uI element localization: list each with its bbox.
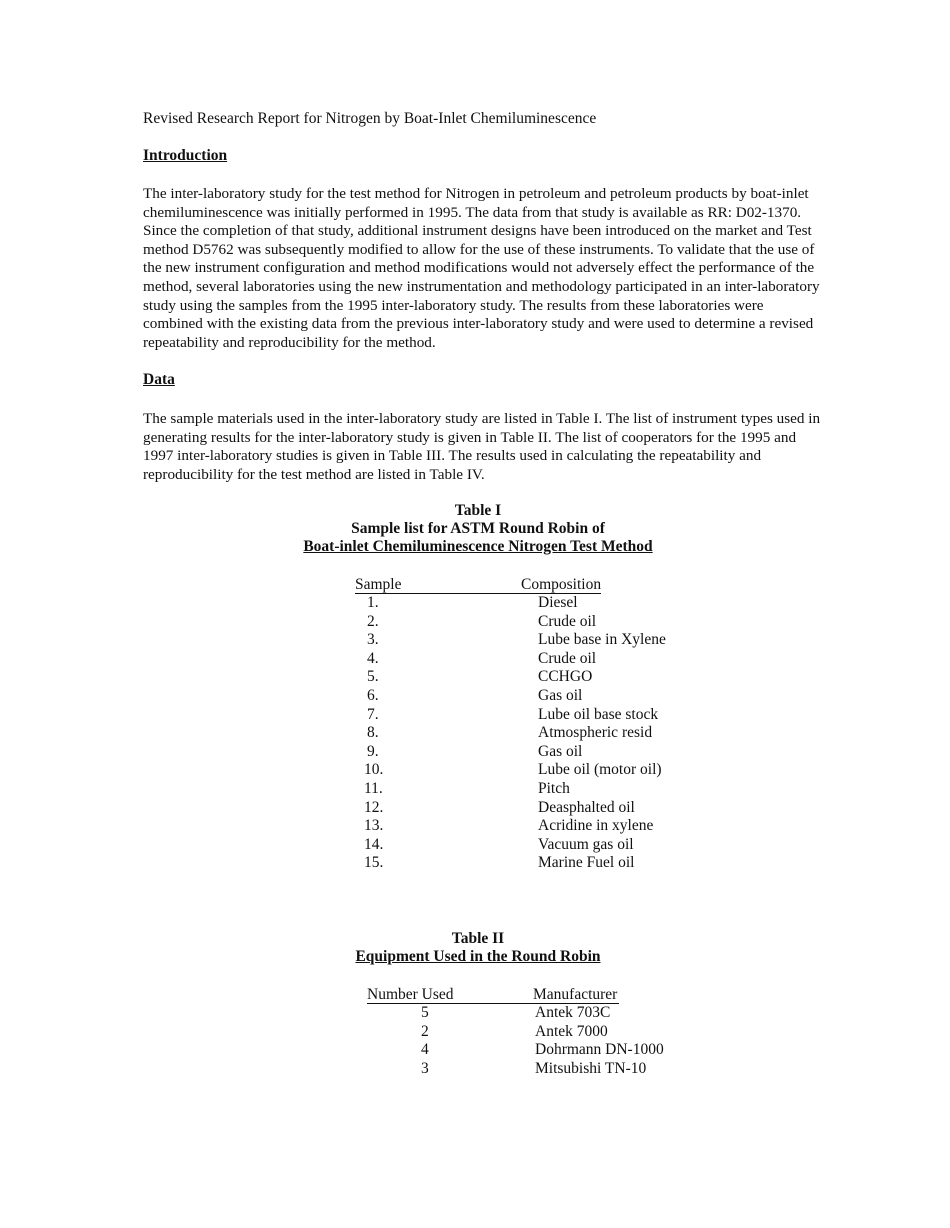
table1-sample-cell: 6. (367, 687, 379, 704)
table1-sample-cell: 7. (367, 705, 379, 723)
table1-sample-cell: 5. (367, 668, 379, 686)
table2-number-cell: 4 (421, 1041, 429, 1059)
table1-composition-cell: Marine Fuel oil (538, 854, 635, 872)
table1-sample-cell: 11. (364, 780, 383, 797)
table1-sample-cell: 12. (364, 798, 384, 816)
table1-composition-cell: Pitch (538, 780, 570, 797)
table2-manufacturer-cell: Dohrmann DN-1000 (535, 1041, 664, 1059)
table1-sample-cell: 4. (367, 649, 379, 667)
introduction-paragraph: The inter-laboratory study for the test method for Nitrogen in petroleum and petroleum products by boat-inlet chemiluminescence was initially performed in 1995. The data from that study is available as RR: D02-1370. Since the completion of that study, additional instrument designs have been introduced on the market and Test method D5762 was subsequently modified to allow for the use of these instruments. To validate that the use of the new instrument configuration and method modifications would not adversely effect the performance of the method, several laboratories using the new instrumentation and methodology participated in an inter-laboratory study using the samples from the 1995 inter-laboratory study. The results from these laboratories were combined with the existing data from the previous inter-laboratory study and were used to determine a revised repeatability and reproducibility for the method. (143, 185, 820, 351)
table1-composition-cell: Diesel (538, 594, 578, 611)
table1-composition-cell: CCHGO (538, 668, 593, 686)
table1-composition-cell: Vacuum gas oil (538, 835, 634, 853)
table1-composition-cell: Crude oil (538, 649, 597, 667)
table1-sample-cell: 10. (364, 761, 384, 779)
table1-composition-cell: Acridine in xylene (538, 817, 654, 835)
table2-number-cell: 2 (421, 1022, 429, 1040)
document-title: Revised Research Report for Nitrogen by Boat-Inlet Chemiluminescence (143, 110, 597, 127)
table2-header-number: Number Used (367, 986, 454, 1003)
table2-manufacturer-cell: Antek 7000 (535, 1022, 608, 1040)
table1-title-line3: Boat-inlet Chemiluminescence Nitrogen Test Method (303, 538, 653, 555)
table1-sample-cell: 8. (367, 724, 379, 742)
table1-header-sample: Sample (355, 576, 402, 593)
table1-composition-cell: Lube oil (motor oil) (538, 761, 662, 779)
table1-sample-cell: 1. (367, 594, 379, 611)
introduction-heading: Introduction (143, 147, 228, 164)
data-heading: Data (143, 371, 175, 388)
table1-composition-cell: Gas oil (538, 687, 583, 704)
table1-sample-cell: 15. (364, 854, 384, 872)
table1-composition-cell: Deasphalted oil (538, 798, 635, 816)
table1-title-line1: Table I (454, 502, 502, 519)
table2-number-cell: 5 (421, 1004, 429, 1021)
table2-manufacturer-cell: Antek 703C (535, 1004, 611, 1021)
table1-composition-cell: Gas oil (538, 742, 583, 760)
table1-sample-cell: 13. (364, 817, 384, 835)
table1-header-composition: Composition (521, 576, 602, 593)
table2-number-cell: 3 (421, 1059, 429, 1077)
table1-composition-cell: Lube oil base stock (538, 705, 659, 723)
table2-header-manufacturer: Manufacturer (533, 986, 618, 1003)
table2-title-line2: Equipment Used in the Round Robin (355, 948, 601, 965)
table1-sample-cell: 3. (367, 631, 379, 649)
table1-sample-cell: 14. (364, 835, 384, 853)
table1-sample-cell: 9. (367, 742, 379, 760)
table2-manufacturer-cell: Mitsubishi TN-10 (535, 1059, 647, 1077)
table1-composition-cell: Crude oil (538, 612, 597, 630)
table1-composition-cell: Lube base in Xylene (538, 631, 666, 649)
table1-sample-cell: 2. (367, 612, 379, 630)
table1-composition-cell: Atmospheric resid (538, 724, 653, 742)
table1-title-line2: Sample list for ASTM Round Robin of (351, 520, 605, 537)
data-paragraph: The sample materials used in the inter-laboratory study are listed in Table I. The list of instrument types used in generating results for the inter-laboratory study is given in Table II. The list of cooperators for the 1995 and 1997 inter-laboratory studies is given in Table III. The results used in calculating the repeatability and reproducibility for the test method are listed in Table IV. (143, 410, 821, 483)
table2-title-line1: Table II (451, 930, 505, 947)
